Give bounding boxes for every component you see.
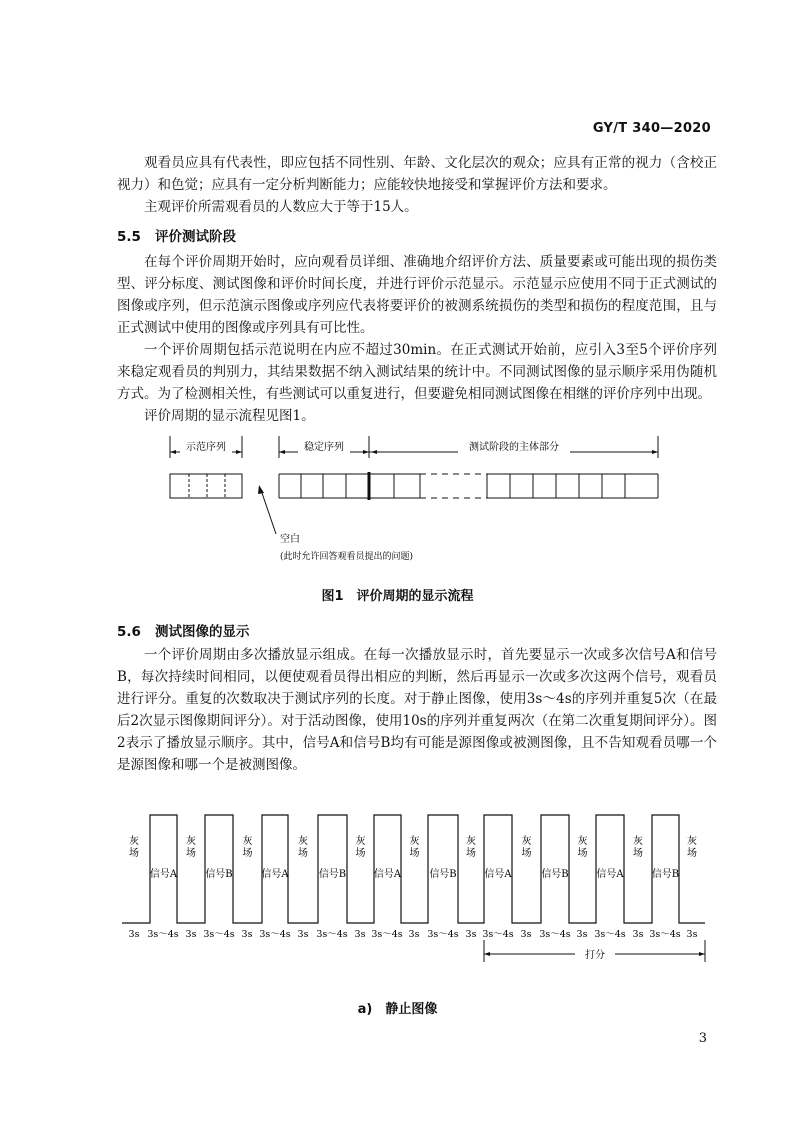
gray-field-label: 灰场 xyxy=(186,836,196,859)
section-heading-5-6 xyxy=(117,620,250,640)
section-heading-5-5 xyxy=(117,225,236,245)
gray-field-label: 灰场 xyxy=(633,836,643,859)
signal-b-label: 信号B xyxy=(541,869,569,880)
signal-duration-label: 3s～4s xyxy=(316,929,348,940)
figure-1-caption: 图1 评价周期的显示流程 xyxy=(321,589,474,604)
signal-duration-label: 3s～4s xyxy=(203,929,235,940)
signal-b-label: 信号B xyxy=(318,869,347,880)
gray-duration-label: 3s xyxy=(632,929,644,940)
figure-1-display-flow xyxy=(0,425,795,570)
paragraph: 一个评价周期由多次播放显示组成。在每一次播放显示时，首先要显示一次或多次信号A和信号B，每次持续时间相同，以便使观看员得出相应的判断，然后再显示一次或多次这两个信号，观看员进行评分。重复的次数取决于测试序列的长度。对于静止图像，使用3s～4s的序列并重复5次（在最后2次显示图像期间评分）。对于活动图像，使用10s的序列并重复两次（在第二次重复期间评分）。图2表示了播放显示顺序。其中，信号A和信号B均有可能是源图像或被测图像，且不告知观看员哪一个是源图像和哪一个是被测图像。 xyxy=(117,647,717,773)
demo-sequence-label: 示范序列 xyxy=(186,442,226,453)
signal-duration-label: 3s～4s xyxy=(482,929,514,940)
signal-duration-label: 3s～4s xyxy=(539,929,571,940)
paragraph: 在每个评价周期开始时，应向观看员详细、准确地介绍评价方法、质量要素或可能出现的损伤类型、评分标度、测试图像和评价时间长度，并进行评价示范显示。示范显示应使用不同于正式测试的图像或序列，但示范演示图像或序列应代表将要评价的被测系统损伤的类型和损伤的程度范围，且与正式测试中使用的图像或序列具有可比性。 xyxy=(117,254,717,336)
signal-duration-label: 3s～4s xyxy=(371,929,403,940)
signal-b-label: 信号B xyxy=(651,869,680,880)
section-number: 5.6 xyxy=(117,624,141,640)
section-5-6-body xyxy=(117,644,717,776)
figure-2a-timing-diagram xyxy=(0,800,795,975)
gray-field-label: 灰场 xyxy=(687,836,697,859)
blank-note: (此时允许回答观看员提出的问题) xyxy=(280,552,414,562)
gray-duration-label: 3s xyxy=(465,929,477,940)
standard-id: GY/T 340—2020 xyxy=(592,121,711,136)
gray-duration-label: 3s xyxy=(128,929,140,940)
signal-a-label: 信号A xyxy=(484,869,512,880)
section-title: 评价测试阶段 xyxy=(155,229,236,245)
paragraph: 主观评价所需观看员的人数应大于等于15人。 xyxy=(144,199,418,215)
gray-field-label: 灰场 xyxy=(466,836,476,859)
main-phase-label: 测试阶段的主体部分 xyxy=(469,442,559,453)
gray-duration-label: 3s xyxy=(354,929,366,940)
section-number: 5.5 xyxy=(117,229,141,245)
page-number: 3 xyxy=(698,1031,707,1046)
gray-field-label: 灰场 xyxy=(355,836,366,859)
gray-duration-label: 3s xyxy=(576,929,588,940)
section-5-4-continuation xyxy=(117,152,717,218)
paragraph: 观看员应具有代表性，即应包括不同性别、年龄、文化层次的观众；应具有正常的视力（含校正视力）和色觉；应具有一定分析判断能力；应能较快地接受和掌握评价方法和要求。 xyxy=(117,155,717,193)
paragraph: 一个评价周期包括示范说明在内应不超过30min。在正式测试开始前，应引入3至5个评价序列来稳定观看员的判别力，其结果数据不纳入测试结果的统计中。不同测试图像的显示顺序采用伪随机方式。为了检测相关性，有些测试可以重复进行，但要避免相同测试图像在相继的评价序列中出现。 xyxy=(117,342,717,402)
signal-duration-label: 3s～4s xyxy=(427,929,459,940)
gray-duration-label: 3s xyxy=(408,929,420,940)
gray-duration-label: 3s xyxy=(520,929,532,940)
signal-b-label: 信号B xyxy=(205,869,233,880)
signal-duration-label: 3s～4s xyxy=(594,929,626,940)
stabilize-sequence-label: 稳定序列 xyxy=(304,442,344,453)
gray-duration-label: 3s xyxy=(297,929,309,940)
gray-duration-label: 3s xyxy=(686,929,698,940)
gray-field-label: 灰场 xyxy=(298,836,308,859)
signal-a-label: 信号A xyxy=(373,869,402,880)
signal-b-label: 信号B xyxy=(429,869,457,880)
gray-field-label: 灰场 xyxy=(409,836,420,859)
gray-field-label: 灰场 xyxy=(242,836,253,859)
gray-duration-label: 3s xyxy=(185,929,197,940)
signal-a-label: 信号A xyxy=(149,869,178,880)
figure-2a-caption: a) 静止图像 xyxy=(357,1002,438,1017)
signal-duration-label: 3s～4s xyxy=(259,929,291,940)
gray-field-label: 灰场 xyxy=(521,836,532,859)
signal-a-label: 信号A xyxy=(261,869,289,880)
gray-field-label: 灰场 xyxy=(577,836,588,859)
gray-field-label: 灰场 xyxy=(129,836,139,859)
section-title: 测试图像的显示 xyxy=(155,624,250,640)
signal-duration-label: 3s～4s xyxy=(147,929,179,940)
signal-duration-label: 3s～4s xyxy=(649,929,681,940)
gray-duration-label: 3s xyxy=(241,929,253,940)
blank-label: 空白 xyxy=(280,534,300,545)
signal-a-label: 信号A xyxy=(596,869,624,880)
scoring-label: 打分 xyxy=(585,950,605,961)
paragraph: 评价周期的显示流程见图1。 xyxy=(144,408,315,424)
section-5-5-body xyxy=(117,251,717,427)
